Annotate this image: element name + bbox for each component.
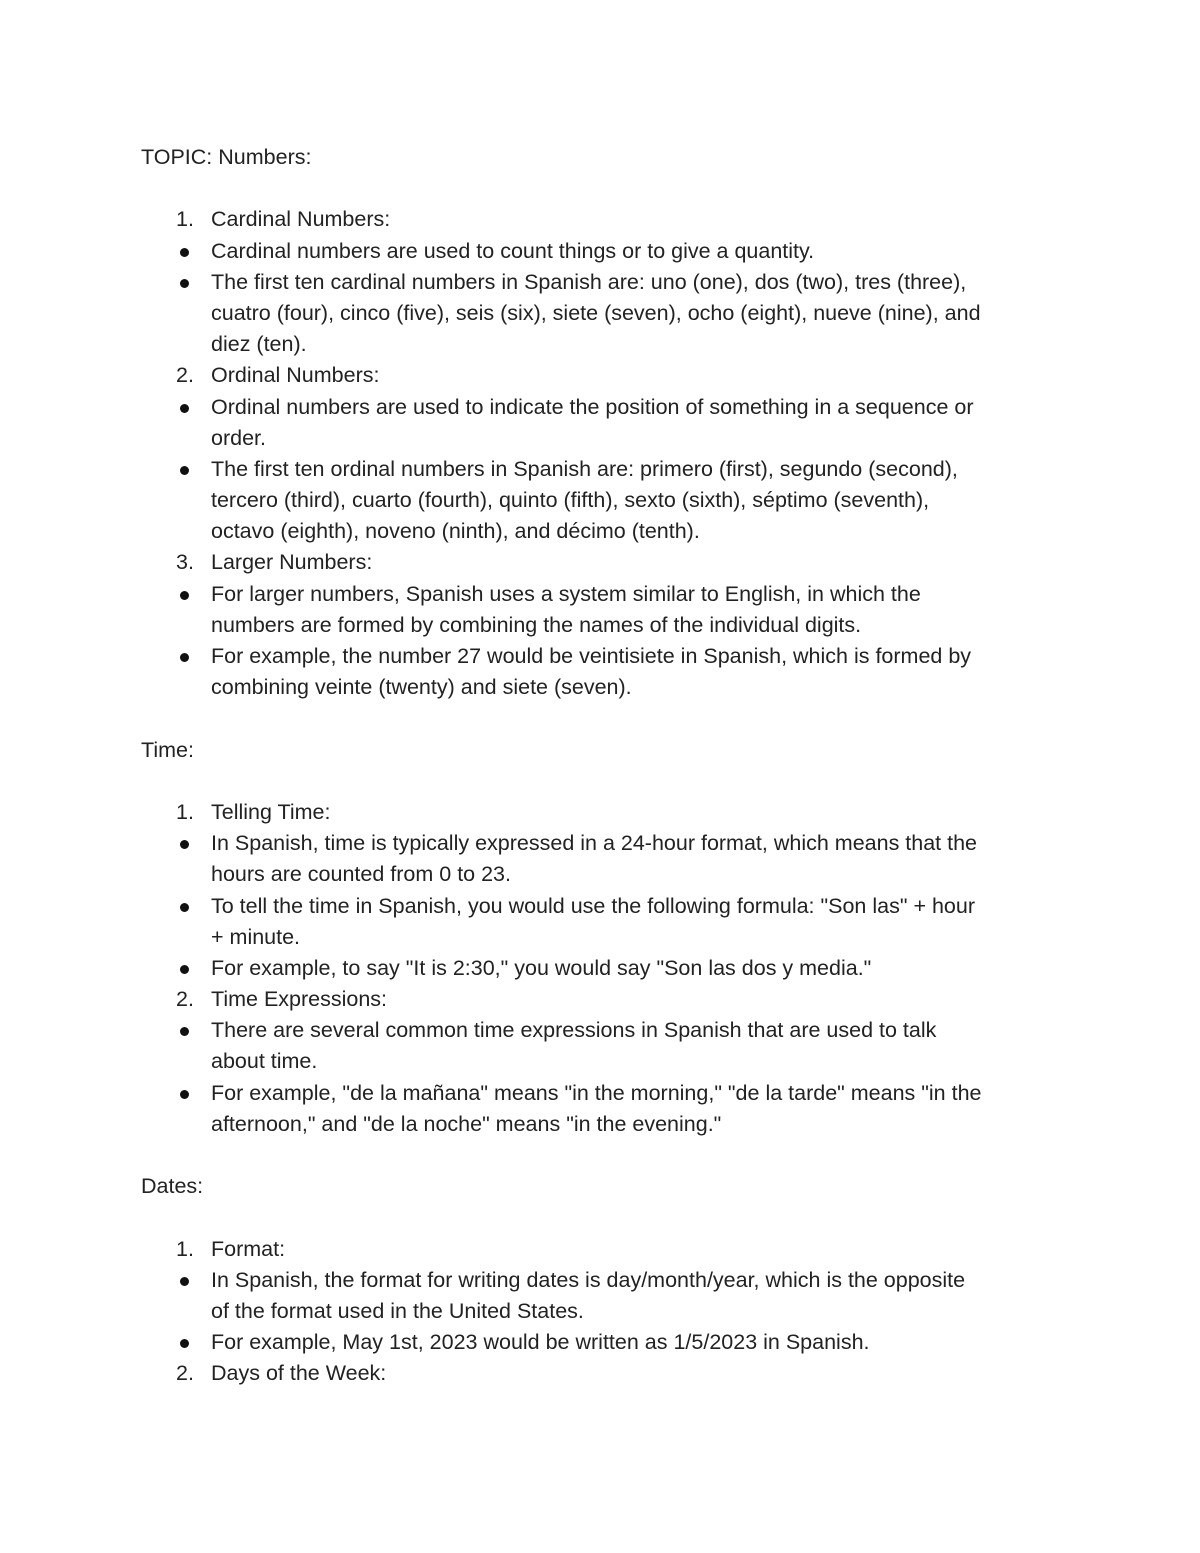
section-heading: Dates: [141, 1174, 204, 1199]
list-number: 1. [176, 799, 194, 824]
item-title: Ordinal Numbers: [211, 363, 380, 388]
numbered-item [141, 547, 1066, 578]
bullet-text-line: tercero (third), cuarto (fourth), quinto (fifth), sexto (sixth), séptimo (seventh), [211, 488, 930, 513]
bullet-text-line: Ordinal numbers are used to indicate the position of something in a sequence or [211, 394, 974, 419]
bullet-text-line: combining veinte (twenty) and siete (seven). [211, 675, 632, 700]
numbered-item [141, 360, 1066, 391]
list-number: 1. [176, 1236, 194, 1261]
bullet-text-line: diez (ten). [211, 332, 307, 357]
bullet-dot-icon [180, 1339, 189, 1348]
bullet-text-line: For larger numbers, Spanish uses a system similar to English, in which the [211, 581, 921, 606]
numbered-item [141, 984, 1066, 1015]
bullet-text-line: To tell the time in Spanish, you would use the following formula: "Son las" + hour [211, 893, 976, 918]
item-title: Days of the Week: [211, 1361, 387, 1386]
bullet-item [141, 392, 1066, 454]
bullet-dot-icon [180, 1277, 189, 1286]
bullet-text-line: + minute. [211, 924, 301, 949]
numbered-item [141, 204, 1066, 235]
bullet-text-line: For example, to say "It is 2:30," you would say "Son las dos y media." [211, 955, 872, 980]
bullet-text-line: In Spanish, the format for writing dates is day/month/year, which is the opposite [211, 1267, 966, 1292]
blank-line [141, 703, 1066, 734]
bullet-text-line: about time. [211, 1049, 318, 1074]
bullet-dot-icon [180, 965, 189, 974]
bullet-text-line: In Spanish, time is typically expressed in a 24-hour format, which means that the [211, 831, 978, 856]
bullet-dot-icon [180, 404, 189, 413]
list-number: 2. [176, 987, 194, 1012]
bullet-text-line: of the format used in the United States. [211, 1298, 584, 1323]
bullet-item [141, 1015, 1066, 1077]
bullet-text-line: octavo (eighth), noveno (ninth), and décimo (tenth). [211, 519, 700, 544]
bullet-dot-icon [180, 1027, 189, 1036]
item-title: Time Expressions: [211, 987, 388, 1012]
bullet-dot-icon [180, 653, 189, 662]
bullet-item [141, 267, 1066, 361]
bullet-dot-icon [180, 466, 189, 475]
numbered-item [141, 797, 1066, 828]
bullet-dot-icon [180, 591, 189, 600]
bullet-item [141, 641, 1066, 703]
bullet-text-line: There are several common time expressions in Spanish that are used to talk [211, 1018, 937, 1043]
bullet-item [141, 1327, 1066, 1358]
bullet-item [141, 953, 1066, 984]
bullet-text-line: afternoon," and "de la noche" means "in the evening." [211, 1111, 722, 1136]
bullet-item [141, 454, 1066, 548]
bullet-dot-icon [180, 840, 189, 849]
bullet-text-line: For example, "de la mañana" means "in the morning," "de la tarde" means "in the [211, 1080, 982, 1105]
section-heading: TOPIC: Numbers: [141, 145, 312, 169]
document-body [141, 142, 1066, 1390]
bullet-dot-icon [180, 279, 189, 288]
bullet-item [141, 828, 1066, 890]
bullet-text-line: The first ten ordinal numbers in Spanish are: primero (first), segundo (second), [211, 456, 958, 481]
item-title: Larger Numbers: [211, 550, 373, 575]
bullet-text-line: cuatro (four), cinco (five), seis (six), siete (seven), ocho (eight), nueve (nine), and [211, 300, 981, 325]
bullet-text-line: The first ten cardinal numbers in Spanish are: uno (one), dos (two), tres (three), [211, 269, 967, 294]
bullet-item [141, 1078, 1066, 1140]
numbered-item [141, 1234, 1066, 1265]
item-title: Cardinal Numbers: [211, 207, 391, 232]
section-heading: Time: [141, 737, 194, 762]
bullet-item [141, 579, 1066, 641]
bullet-dot-icon [180, 903, 189, 912]
bullet-dot-icon [180, 1090, 189, 1099]
bullet-text-line: For example, May 1st, 2023 would be written as 1/5/2023 in Spanish. [211, 1330, 870, 1355]
list-number: 2. [176, 363, 194, 388]
blank-line [141, 173, 1066, 204]
bullet-item [141, 236, 1066, 267]
bullet-text-line: numbers are formed by combining the names of the individual digits. [211, 612, 862, 637]
bullet-text-line: order. [211, 425, 266, 450]
item-title: Format: [211, 1236, 286, 1261]
bullet-text-line: hours are counted from 0 to 23. [211, 862, 511, 887]
list-number: 3. [176, 550, 194, 575]
bullet-item [141, 891, 1066, 953]
blank-line [141, 1202, 1066, 1233]
bullet-text-line: Cardinal numbers are used to count things or to give a quantity. [211, 238, 815, 263]
bullet-item [141, 1265, 1066, 1327]
item-title: Telling Time: [211, 799, 331, 824]
bullet-dot-icon [180, 248, 189, 257]
numbered-item [141, 1358, 1066, 1389]
blank-line [141, 766, 1066, 797]
bullet-text-line: For example, the number 27 would be veintisiete in Spanish, which is formed by [211, 644, 972, 668]
list-number: 2. [176, 1361, 194, 1386]
list-number: 1. [176, 207, 194, 232]
blank-line [141, 1140, 1066, 1171]
